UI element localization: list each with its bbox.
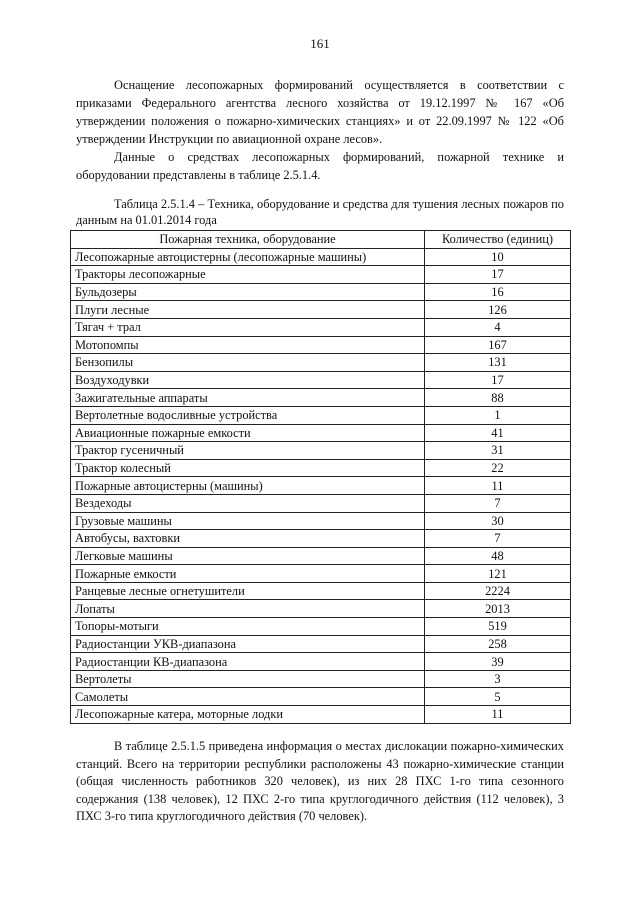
table-row — [71, 318, 571, 336]
quantity-cell: 17 — [425, 371, 571, 389]
table-row — [71, 266, 571, 284]
equipment-name-cell: Бензопилы — [71, 354, 425, 372]
equipment-name-cell: Зажигательные аппараты — [71, 389, 425, 407]
equipment-name-cell: Лесопожарные автоцистерны (лесопожарные машины) — [71, 248, 425, 266]
table-row — [71, 565, 571, 583]
quantity-cell: 41 — [425, 424, 571, 442]
quantity-cell: 39 — [425, 653, 571, 671]
equipment-name-cell: Лопаты — [71, 600, 425, 618]
equipment-name-cell: Лесопожарные катера, моторные лодки — [71, 706, 425, 724]
table-row — [71, 301, 571, 319]
quantity-cell: 2013 — [425, 600, 571, 618]
equipment-name-cell: Плуги лесные — [71, 301, 425, 319]
table-row — [71, 670, 571, 688]
table-row — [71, 547, 571, 565]
intro-text — [76, 76, 564, 184]
equipment-name-cell: Вертолетные водосливные устройства — [71, 406, 425, 424]
table-row — [71, 248, 571, 266]
table-caption: Таблица 2.5.1.4 – Техника, оборудование и средства для тушения лесных пожаров по данным на 01.01.2014 года — [76, 197, 564, 227]
equipment-name-cell: Мотопомпы — [71, 336, 425, 354]
equipment-table — [70, 230, 571, 724]
quantity-cell: 88 — [425, 389, 571, 407]
table-row — [71, 530, 571, 548]
table-row — [71, 389, 571, 407]
quantity-cell: 2224 — [425, 582, 571, 600]
quantity-cell: 7 — [425, 494, 571, 512]
quantity-cell: 5 — [425, 688, 571, 706]
equipment-name-cell: Легковые машины — [71, 547, 425, 565]
equipment-name-cell: Автобусы, вахтовки — [71, 530, 425, 548]
quantity-cell: 258 — [425, 635, 571, 653]
quantity-cell: 7 — [425, 530, 571, 548]
quantity-cell: 11 — [425, 706, 571, 724]
equipment-name-cell: Тягач + трал — [71, 318, 425, 336]
equipment-name-cell: Авиационные пожарные емкости — [71, 424, 425, 442]
quantity-cell: 519 — [425, 618, 571, 636]
equipment-name-cell: Радиостанции УКВ-диапазона — [71, 635, 425, 653]
equipment-name-cell: Вездеходы — [71, 494, 425, 512]
quantity-cell: 126 — [425, 301, 571, 319]
table-row — [71, 406, 571, 424]
quantity-cell: 17 — [425, 266, 571, 284]
table-row — [71, 706, 571, 724]
table-row — [71, 354, 571, 372]
equipment-name-cell: Грузовые машины — [71, 512, 425, 530]
quantity-cell: 131 — [425, 354, 571, 372]
quantity-cell: 1 — [425, 406, 571, 424]
outro-text — [76, 738, 564, 826]
intro-paragraph: Данные о средствах лесопожарных формирований, пожарной технике и оборудовании представлены в таблице 2.5.1.4. — [76, 150, 564, 182]
quantity-cell: 48 — [425, 547, 571, 565]
table-row — [71, 477, 571, 495]
quantity-cell: 121 — [425, 565, 571, 583]
table-row — [71, 600, 571, 618]
quantity-cell: 16 — [425, 283, 571, 301]
table-row — [71, 459, 571, 477]
table-body — [71, 248, 571, 723]
table-row — [71, 336, 571, 354]
outro-paragraph: В таблице 2.5.1.5 приведена информация о местах дислокации пожарно-химических станций. Всего на территории республики расположены 43 пожарно-химические станции (общая численность работников 320 человек), из них 28 ПХС 1-го типа сезонного содержания (138 человек), 12 ПХС 2-го типа круглогодичного действия (112 человек), 3 ПХС 3-го типа круглогодичного действия (70 человек). — [76, 739, 564, 824]
equipment-name-cell: Ранцевые лесные огнетушители — [71, 582, 425, 600]
table-row — [71, 635, 571, 653]
table-header-row — [71, 231, 571, 249]
quantity-cell: 10 — [425, 248, 571, 266]
table-row — [71, 653, 571, 671]
table-row — [71, 283, 571, 301]
equipment-name-cell: Пожарные автоцистерны (машины) — [71, 477, 425, 495]
equipment-name-cell: Вертолеты — [71, 670, 425, 688]
table-row — [71, 494, 571, 512]
column-header-quantity: Количество (единиц) — [425, 231, 571, 249]
equipment-name-cell: Радиостанции КВ-диапазона — [71, 653, 425, 671]
equipment-name-cell: Топоры-мотыги — [71, 618, 425, 636]
equipment-name-cell: Пожарные емкости — [71, 565, 425, 583]
quantity-cell: 22 — [425, 459, 571, 477]
quantity-cell: 167 — [425, 336, 571, 354]
equipment-name-cell: Тракторы лесопожарные — [71, 266, 425, 284]
table-row — [71, 424, 571, 442]
equipment-name-cell: Самолеты — [71, 688, 425, 706]
table-row — [71, 371, 571, 389]
quantity-cell: 3 — [425, 670, 571, 688]
table-row — [71, 618, 571, 636]
page-number: 161 — [310, 36, 330, 51]
quantity-cell: 4 — [425, 318, 571, 336]
column-header-equipment: Пожарная техника, оборудование — [71, 231, 425, 249]
quantity-cell: 30 — [425, 512, 571, 530]
quantity-cell: 31 — [425, 442, 571, 460]
equipment-name-cell: Трактор гусеничный — [71, 442, 425, 460]
table-row — [71, 442, 571, 460]
quantity-cell: 11 — [425, 477, 571, 495]
equipment-name-cell: Трактор колесный — [71, 459, 425, 477]
table-row — [71, 688, 571, 706]
table-row — [71, 512, 571, 530]
equipment-name-cell: Бульдозеры — [71, 283, 425, 301]
equipment-name-cell: Воздуходувки — [71, 371, 425, 389]
table-row — [71, 582, 571, 600]
intro-paragraph: Оснащение лесопожарных формирований осуществляется в соответствии с приказами Федерального агентства лесного хозяйства от 19.12.1997 № 167 «Об утверждении положения о пожарно-химических станциях» и от 22.09.1997 № 122 «Об утверждении Инструкции по авиационной охране лесов». — [76, 78, 564, 146]
